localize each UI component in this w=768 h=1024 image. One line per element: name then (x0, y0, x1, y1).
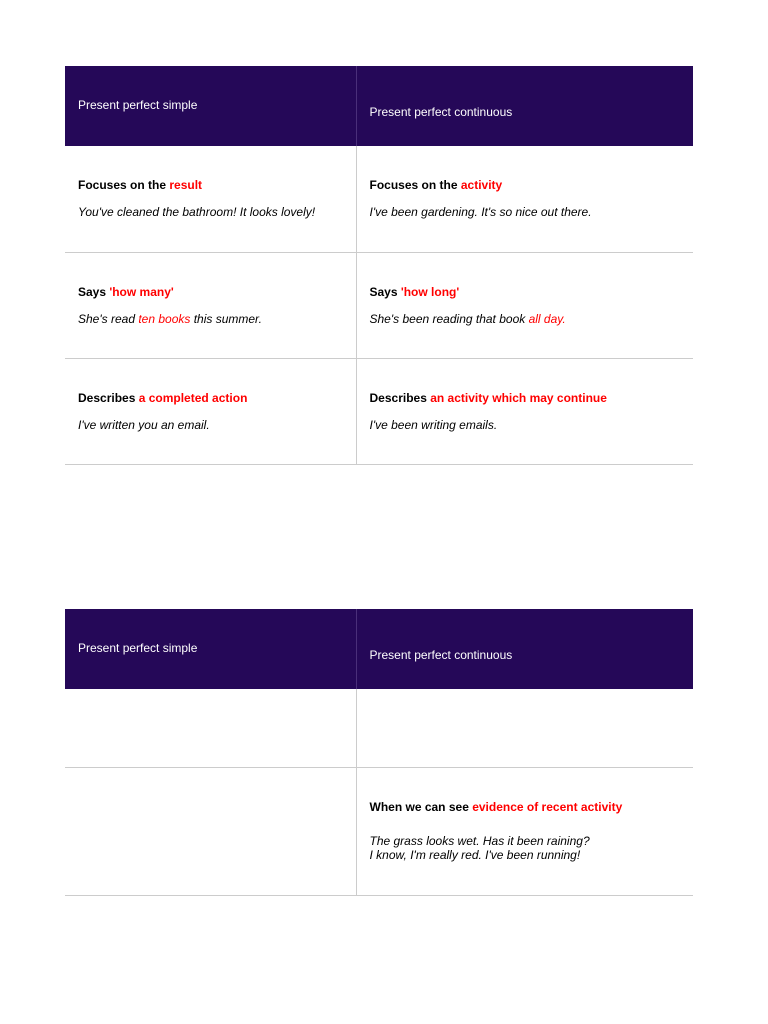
table-cell (65, 146, 356, 252)
usage-lead: Says 'how long' (369, 284, 460, 299)
usage-example: I've been writing emails. (369, 417, 498, 432)
table-cell (65, 252, 356, 358)
comparison-table-1 (65, 66, 693, 465)
usage-example: I've been gardening. It's so nice out there. (369, 205, 592, 219)
table-cell (356, 689, 693, 767)
table-cell (356, 767, 693, 895)
usage-example: She's been reading that book all day. (369, 311, 566, 326)
usage-example: I've written you an email. (78, 417, 210, 432)
usage-lead: When we can see evidence of recent activity (369, 799, 623, 814)
table-row (65, 358, 693, 464)
usage-lead: Focuses on the result (78, 178, 203, 192)
header-present-perfect-simple: Present perfect simple (65, 66, 356, 146)
table-header-row (65, 609, 693, 689)
usage-lead: Describes an activity which may continue (369, 390, 607, 405)
table-row (65, 146, 693, 252)
usage-example: She's read ten books this summer. (78, 311, 262, 326)
table-row (65, 689, 693, 767)
table-cell (65, 767, 356, 895)
table-cell (356, 358, 693, 464)
table-row (65, 767, 693, 895)
header-present-perfect-continuous: Present perfect continuous (356, 66, 693, 146)
table-cell (65, 358, 356, 464)
table-cell (65, 689, 356, 767)
comparison-table-2 (65, 609, 693, 896)
usage-example: The grass looks wet. Has it been raining? I know, I'm really red. I've been running! (369, 833, 590, 862)
table-cell (356, 252, 693, 358)
header-present-perfect-continuous: Present perfect continuous (356, 609, 693, 689)
usage-lead: Describes a completed action (78, 390, 248, 405)
table-row (65, 252, 693, 358)
table-header-row (65, 66, 693, 146)
usage-example: You've cleaned the bathroom! It looks lovely! (78, 205, 316, 219)
table-cell (356, 146, 693, 252)
usage-lead: Focuses on the activity (369, 178, 503, 192)
header-present-perfect-simple: Present perfect simple (65, 609, 356, 689)
usage-lead: Says 'how many' (78, 284, 174, 299)
